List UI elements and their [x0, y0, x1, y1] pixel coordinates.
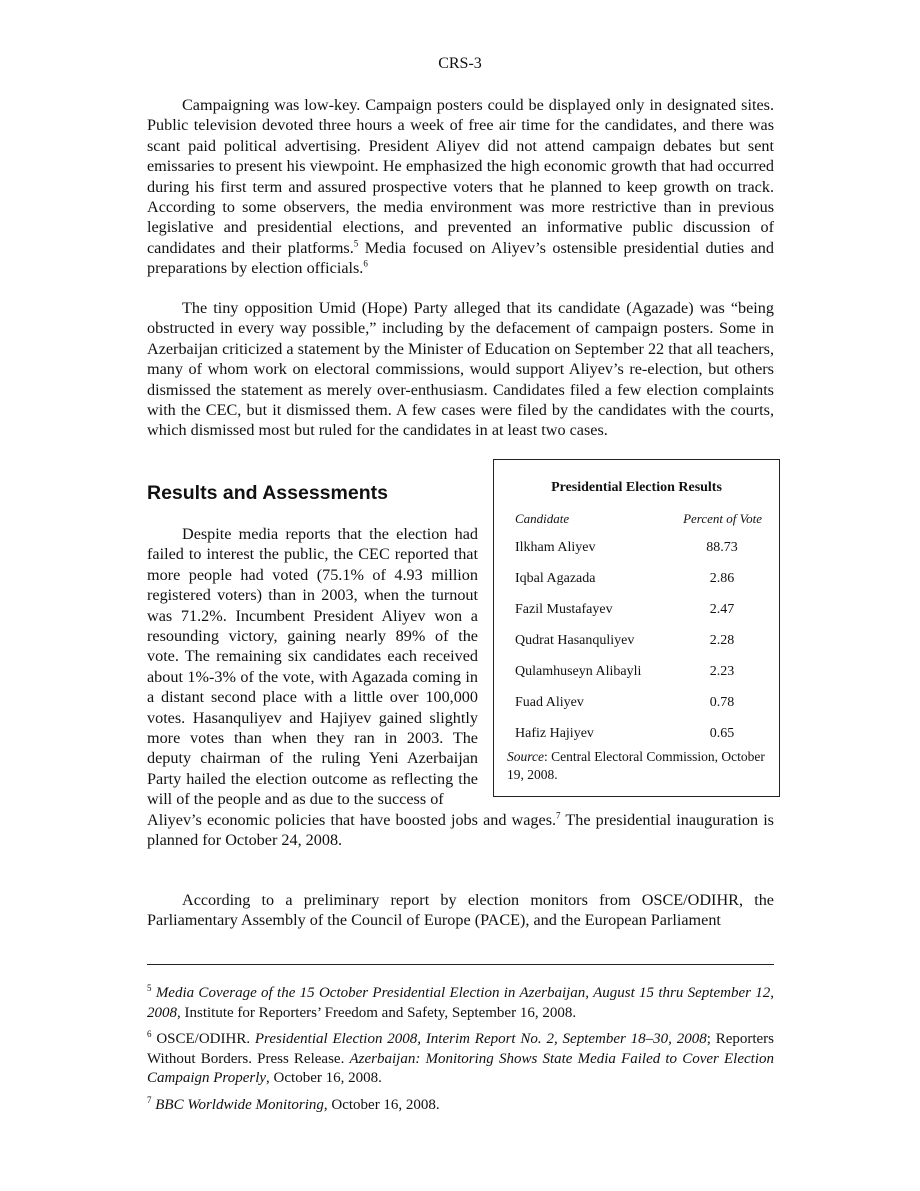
footnote-text: , October 16, 2008. [323, 1097, 440, 1113]
footnote-text: , October 16, 2008. [266, 1070, 382, 1086]
candidate-name: Fuad Aliyev [515, 695, 584, 710]
candidate-name: Hafiz Hajiyev [515, 726, 594, 741]
footnote-title: BBC Worldwide Monitoring [155, 1097, 324, 1113]
paragraph-monitors: According to a preliminary report by election monitors from OSCE/ODIHR, the Parliamentary Assembly of the Council of Europe (PACE), and the European Parliament [147, 891, 774, 930]
footnote-ref-7[interactable]: 7 [556, 810, 561, 821]
page-number: CRS-3 [438, 55, 482, 72]
footnote-number: 5 [147, 983, 152, 993]
vote-percent: 88.73 [706, 540, 738, 555]
vote-percent: 2.47 [709, 602, 735, 617]
section-heading: Results and Assessments [147, 482, 388, 504]
footnote-divider [147, 964, 774, 965]
vote-percent: 0.78 [709, 695, 735, 710]
candidate-name: Fazil Mustafayev [515, 602, 613, 617]
footnote-number: 6 [147, 1029, 152, 1039]
election-results-table [493, 459, 780, 797]
column-header-percent: Percent of Vote [683, 511, 762, 526]
paragraph-text: Media focused on Aliyev’s ostensible presidential duties and preparations by election officials. [147, 238, 774, 278]
candidate-name: Ilkham Aliyev [515, 540, 596, 555]
paragraph-text: Aliyev’s economic policies that have boosted jobs and wages. [147, 810, 557, 829]
paragraph-opposition: The tiny opposition Umid (Hope) Party alleged that its candidate (Agazade) was “being obstructed in every way possible,” including by the defacement of campaign posters. Some in Azerbaijan criticized a statement by the Minister of Education on September 22 that all teachers, many of whom work on electoral commissions, would support Aliyev’s re-election, but others dismissed the statement as merely over-enthusiasm. Candidates filed a few election complaints with the CEC, but it dismissed them. A few cases were filed by the candidates with the courts, which dismissed most but ruled for the candidates in at least two cases. [147, 299, 774, 440]
paragraph-text: Campaigning was low-key. Campaign posters could be displayed only in designated sites. Public television devoted three hours a week of free air time for the candidates, and there was scant paid political advertising. President Aliyev did not attend campaign debates but sent emissaries to present his viewpoint. He emphasized the high economic growth that had occurred during his first term and assured prospective voters that he planned to keep growth on track. According to some observers, the media environment was more restrictive than in previous legislative and presidential elections, and prevented an informative public discussion of candidates and their platforms. [147, 96, 774, 257]
table-row [515, 571, 762, 589]
table-row [515, 633, 762, 651]
paragraph-results-tail [147, 810, 774, 851]
footnote-ref-5[interactable]: 5 [353, 238, 359, 249]
table-row [515, 664, 762, 682]
footnote-5 [147, 984, 774, 1023]
footnote-text: , Institute for Reporters’ Freedom and Safety, September 16, 2008. [177, 1004, 577, 1021]
candidate-name: Qulamhuseyn Alibayli [515, 664, 642, 679]
column-header-candidate: Candidate [515, 511, 570, 526]
footnote-7 [147, 1096, 774, 1116]
footnote-ref-6[interactable]: 6 [363, 258, 368, 269]
footnote-title: Presidential Election 2008, Interim Report No. 2, September 18–30, 2008 [254, 1031, 707, 1047]
footnote-6 [147, 1030, 774, 1089]
footnote-text: ; Reporters Without Borders. Press Release. [147, 1031, 775, 1067]
source-text: : Central Electoral Commission, October 19, 2008. [507, 749, 765, 782]
vote-percent: 2.86 [709, 571, 735, 586]
table-row [515, 602, 762, 620]
source-label: Source [507, 749, 544, 764]
footnote-text: OSCE/ODIHR. [156, 1031, 255, 1047]
footnote-title: Azerbaijan: Monitoring Shows State Media Failed to Cover Election Campaign Properly [147, 1050, 774, 1086]
vote-percent: 2.23 [709, 664, 735, 679]
table-row [515, 726, 762, 744]
footnote-title: Media Coverage of the 15 October Presidential Election in Azerbaijan, August 15 thru September 12, 2008 [147, 985, 775, 1021]
paragraph-results-column: Despite media reports that the election had failed to interest the public, the CEC reported that more people had voted (75.1% of 4.93 million registered voters) than in 2003, when the turnout was 71.2%. Incumbent President Aliyev won a resounding victory, gaining nearly 89% of the vote. The remaining six candidates each received about 1%-3% of the vote, with Agazada coming in a distant second place with a little over 100,000 votes. Hasanquliyev and Hajiyev gained slightly more votes than when they ran in 2003. The deputy chairman of the ruling Yeni Azerbaijan Party hailed the election outcome as reflecting the will of the people and as due to the success of [147, 525, 478, 809]
vote-percent: 2.28 [709, 633, 735, 648]
paragraph-campaigning [147, 95, 774, 279]
footnote-number: 7 [147, 1095, 152, 1105]
candidate-name: Qudrat Hasanquliyev [515, 633, 635, 648]
vote-percent: 0.65 [709, 726, 735, 741]
table-row [515, 695, 762, 713]
paragraph-text: The presidential inauguration is planned for October 24, 2008. [147, 810, 774, 850]
table-row [515, 540, 762, 558]
table-title: Presidential Election Results [551, 480, 722, 495]
candidate-name: Iqbal Agazada [515, 571, 596, 586]
table-source [507, 748, 769, 783]
